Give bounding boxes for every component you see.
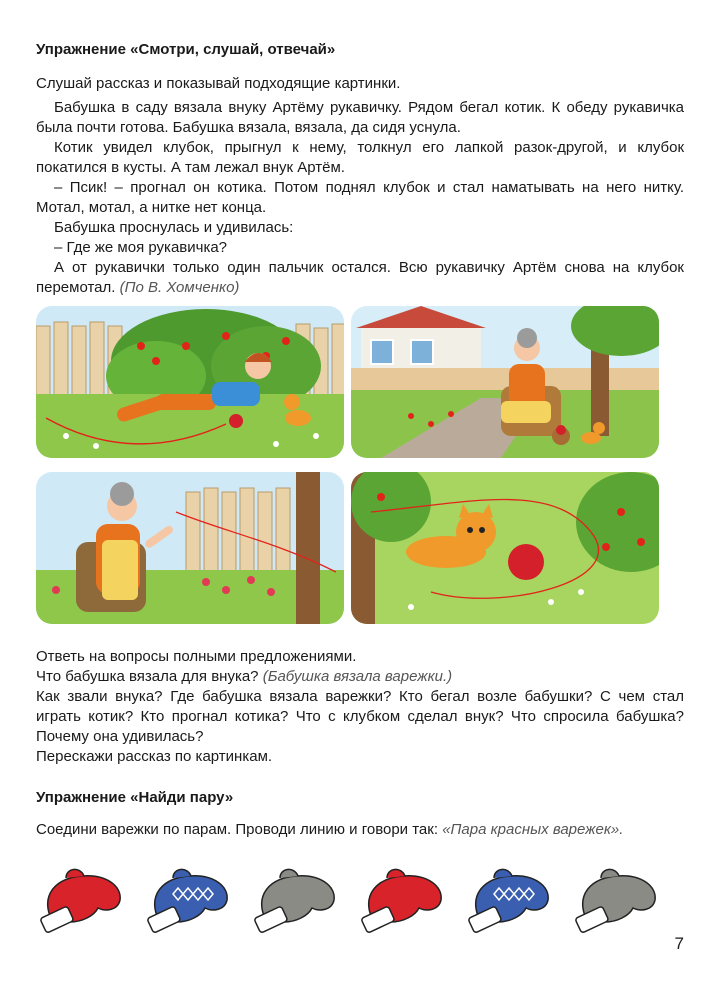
mitten[interactable] [250, 864, 346, 934]
questions [36, 647, 684, 767]
story-paragraph: Котик увидел клубок, прыгнул к нему, толкнул его лапкой разок-другой, и клубок покатился в кусты. А там лежал внук Артём. [36, 139, 684, 176]
illustrations [36, 306, 684, 626]
story-paragraph: – Псик! – прогнал он котика. Потом поднял клубок и стал наматывать на него нитку. Мотал, мотал, а нитке нет конца. [36, 179, 684, 216]
story-paragraph-last [36, 258, 684, 298]
retell-task: Перескажи рассказ по картинкам. [36, 748, 273, 765]
mitten[interactable] [464, 864, 560, 934]
question-line [36, 667, 684, 687]
exercise2-instruction [36, 820, 623, 840]
exercise2-example: «Пара красных варежек». [442, 821, 624, 838]
questions-list: Как звали внука? Где бабушка вязала варежки? Кто бегал возле бабушки? С чем стал играть котик? Кто прогнал котика? Что с клубком сделал внук? Что спросила бабушка? Почему она удивилась? [36, 688, 684, 745]
mitten[interactable] [357, 864, 453, 934]
mitten[interactable] [571, 864, 667, 934]
story-paragraph: Бабушка в саду вязала внуку Артёму рукавичку. Рядом бегал котик. К обеду рукавичка была почти готова. Бабушка вязала, вязала, да сидя уснула. [36, 99, 684, 136]
mittens-row [36, 864, 684, 934]
mitten[interactable] [36, 864, 132, 934]
illustration-cat-with-yarn [351, 472, 659, 624]
story-text-last: А от рукавички только один пальчик остался. Всю рукавичку Артём снова на клубок перемотал. [36, 259, 684, 296]
illustration-grandmother-knitting [351, 306, 659, 458]
exercise1-instruction: Слушай рассказ и показывай подходящие картинки. [36, 75, 401, 92]
exercise1-title: Упражнение «Смотри, слушай, отвечай» [36, 41, 336, 58]
exercise2-instruction-text: Соедини варежки по парам. Проводи линию и говори так: [36, 821, 439, 838]
exercise2-title: Упражнение «Найди пару» [36, 789, 234, 806]
story-text [36, 98, 684, 298]
story-source: (По В. Хомченко) [119, 279, 240, 296]
illustration-grandmother-surprised [36, 472, 344, 624]
story-paragraph: Бабушка проснулась и удивилась: [54, 219, 294, 236]
question-answer: (Бабушка вязала варежки.) [262, 668, 453, 685]
page-number: 7 [674, 934, 684, 953]
mitten[interactable] [143, 864, 239, 934]
questions-intro: Ответь на вопросы полными предложениями. [36, 648, 357, 665]
illustration-boy-with-yarn [36, 306, 344, 458]
story-paragraph: – Где же моя рукавичка? [54, 239, 228, 256]
question-text: Что бабушка вязала для внука? [36, 668, 259, 685]
